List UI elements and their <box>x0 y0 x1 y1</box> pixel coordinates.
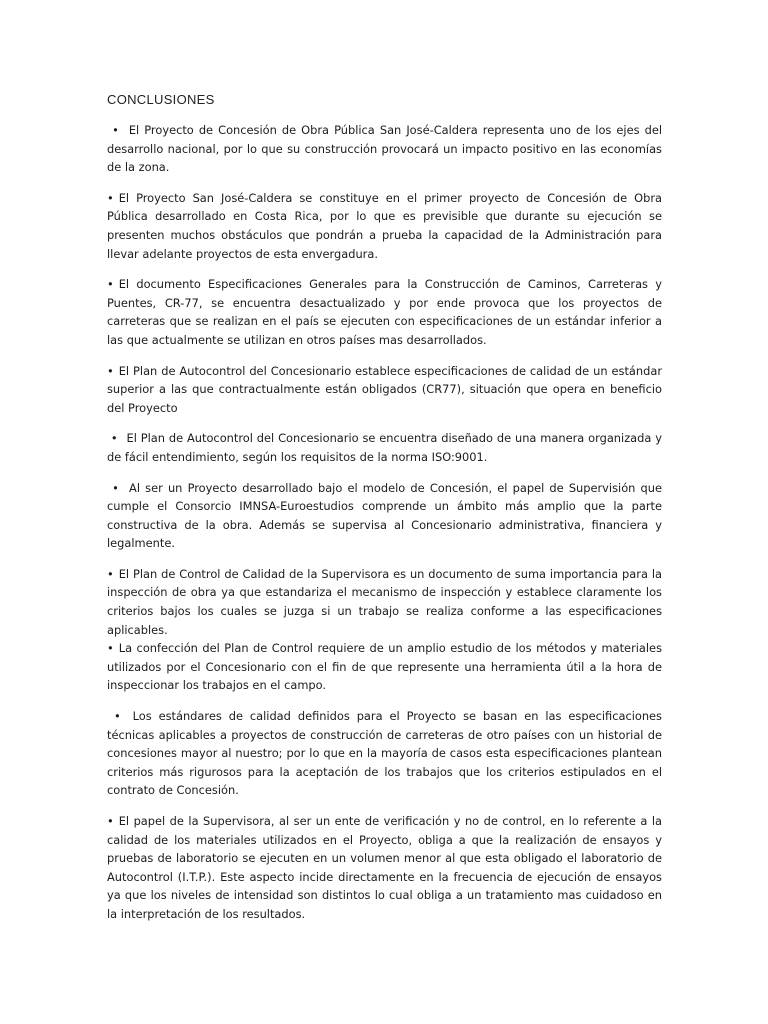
bullet-icon: • <box>107 814 114 828</box>
conclusion-text: El Plan de Control de Calidad de la Supervisora es un documento de suma importancia para la inspección de obra ya que estandariza el mecanismo de inspección y establece claramente los criterios bajos los cuales se juzga si un trabajo se realiza conforme a las especificaciones aplicables. <box>107 566 662 637</box>
conclusion-item-2 <box>107 189 662 263</box>
conclusion-text: Los estándares de calidad definidos para el Proyecto se basan en las especificaciones técnicas aplicables a proyectos de construcción de carreteras de otro países con un historial de concesiones mayor al nuestro; por lo que en la mayoría de casos esta especificaciones plantean criterios más rigurosos para la aceptación de los trabajos que los criterios estipulados en el contrato de Concesión. <box>107 709 662 798</box>
conclusion-item-1 <box>107 121 662 177</box>
bullet-icon: • <box>112 480 119 495</box>
conclusion-item-3 <box>107 275 662 349</box>
bullet-icon: • <box>107 566 114 581</box>
conclusion-item-8 <box>107 639 662 695</box>
conclusion-item-4 <box>107 362 662 418</box>
bullet-icon: • <box>107 641 114 656</box>
conclusion-text: La confección del Plan de Control requiere de un amplio estudio de los métodos y materiales utilizados por el Concesionario con el fin de que represente una herramienta útil a la hora de inspeccionar los trabajos en el campo. <box>107 641 662 693</box>
conclusion-item-9 <box>107 707 662 800</box>
bullet-icon: • <box>107 277 114 292</box>
conclusion-item-6 <box>107 479 662 553</box>
conclusion-text: El documento Especificaciones Generales para la Construcción de Caminos, Carreteras y Puentes, CR-77, se encuentra desactualizado y por ende provoca que los proyectos de carreteras que se realizan en el país se ejecuten con especificaciones de un estándar inferior a las que actualmente se utilizan en otros países mas desarrollados. <box>107 277 662 347</box>
conclusions-list <box>107 121 662 936</box>
conclusion-text: Al ser un Proyecto desarrollado bajo el modelo de Concesión, el papel de Supervisión que cumple el Consorcio IMNSA-Euroestudios comprende un ámbito más amplio que la parte constructiva de la obra. Además se supervisa al Concesionario administrativa, financiera y legalmente. <box>107 480 663 551</box>
conclusion-text: El Proyecto de Concesión de Obra Pública San José-Caldera representa uno de los ejes del desarrollo nacional, por lo que su construcción provocará un impacto positivo en las economías de la zona. <box>107 123 662 175</box>
bullet-icon: • <box>107 190 114 205</box>
conclusion-text: El papel de la Supervisora, al ser un ente de verificación y no de control, en lo referente a la calidad de los materiales utilizados en el Proyecto, obliga a que la realización de ensayos y pruebas de laboratorio se ejecuten en un volumen menor al que esta obligado el laboratorio de Autocontrol (I.T.P.). Este aspecto incide directamente en la frecuencia de ejecución de ensayos ya que los niveles de intensidad son distintos lo cual obliga a un tratamiento mas cuidadoso en la interpretación de los resultados. <box>107 814 662 921</box>
bullet-icon: • <box>112 123 119 137</box>
page-title: CONCLUSIONES <box>107 92 215 107</box>
bullet-icon: • <box>110 431 118 446</box>
conclusion-item-7 <box>107 565 662 639</box>
conclusion-text: El Plan de Autocontrol del Concesionario establece especificaciones de calidad de un estándar superior a las que contractualmente están obligados (CR77), situación que opera en beneficio del Proyecto <box>107 363 662 415</box>
bullet-icon: • <box>113 709 121 724</box>
bullet-icon: • <box>107 363 114 378</box>
conclusion-item-10 <box>107 812 662 924</box>
conclusion-text: El Proyecto San José-Caldera se constituye en el primer proyecto de Concesión de Obra Pública desarrollado en Costa Rica, por lo que es previsible que durante su ejecución se presenten muchos obstáculos que pondrán a prueba la capacidad de la Administración para llevar adelante proyectos de esta envergadura. <box>107 190 662 261</box>
conclusion-item-5 <box>107 429 662 466</box>
conclusion-text: El Plan de Autocontrol del Concesionario se encuentra diseñado de una manera organizada y de fácil entendimiento, según los requisitos de la norma ISO:9001. <box>107 431 662 464</box>
